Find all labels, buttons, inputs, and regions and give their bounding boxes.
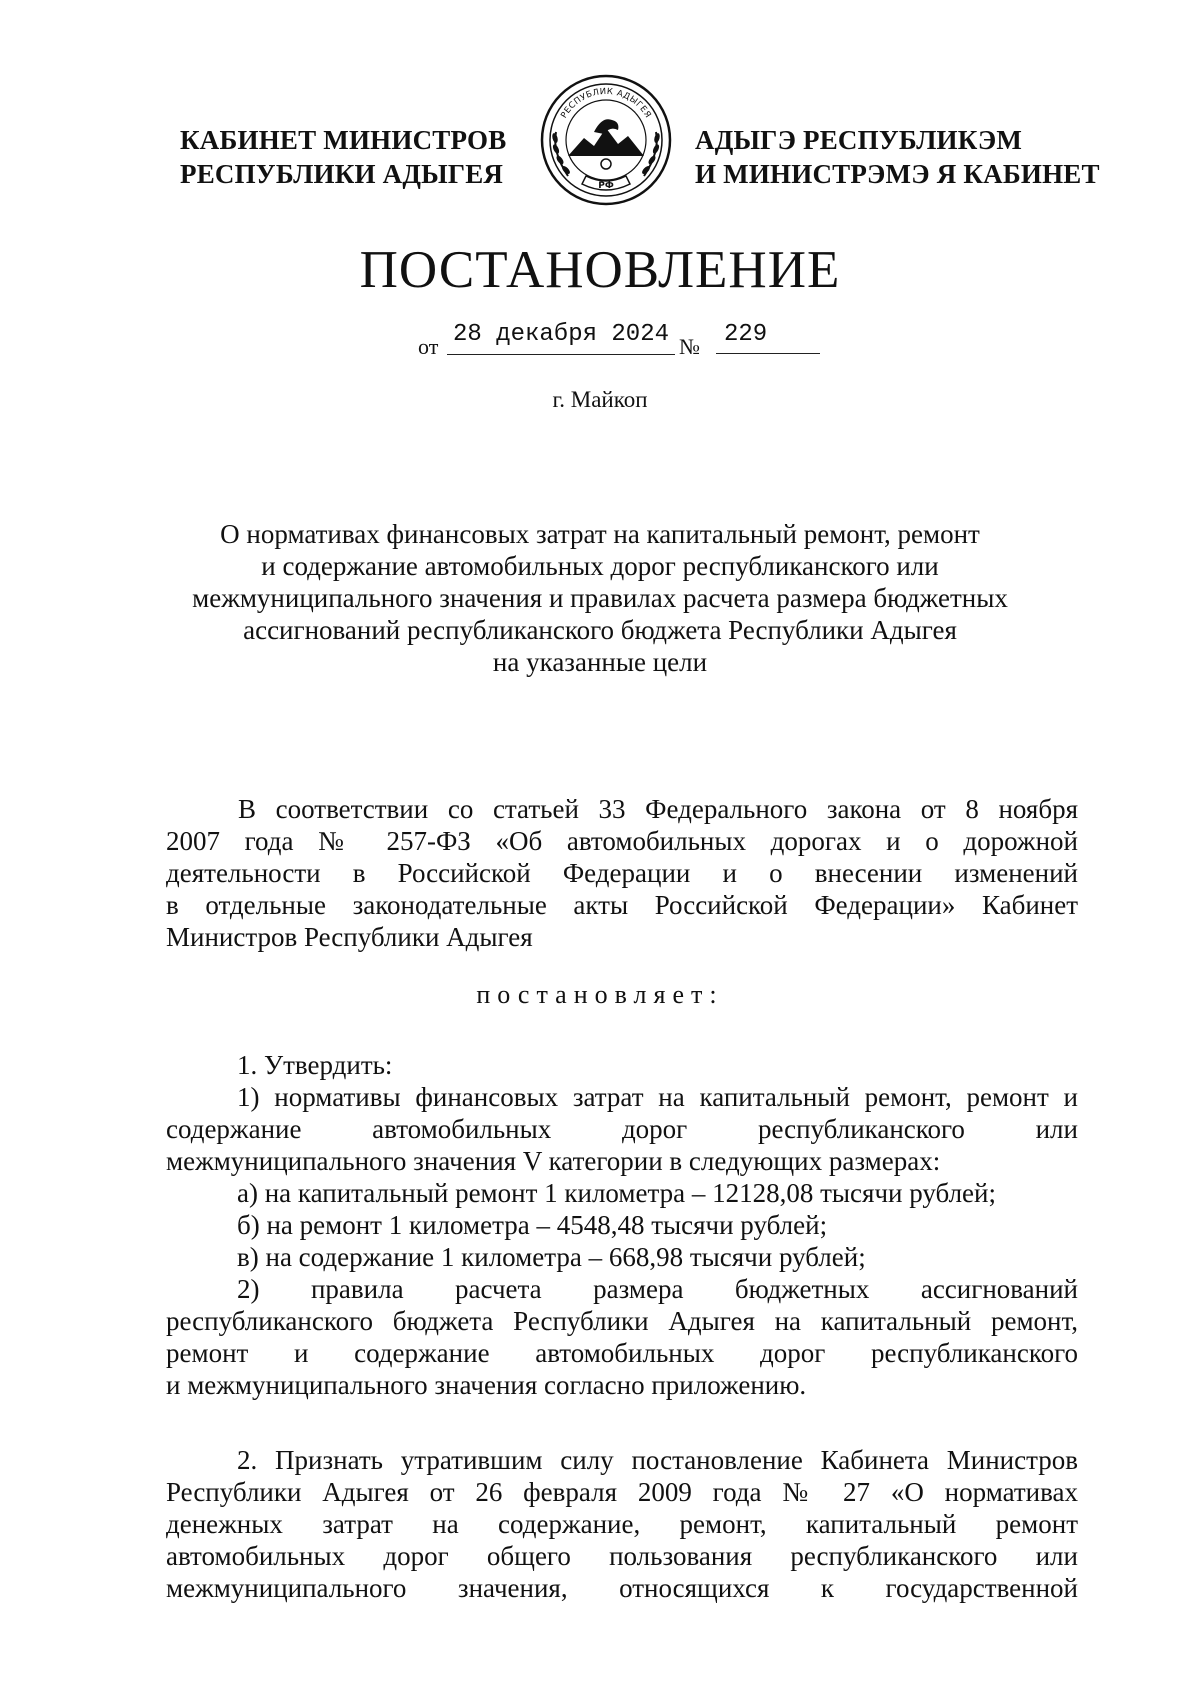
emblem-ring-text: РЕСПУБЛИК АДЫГЕЯ: [559, 86, 653, 121]
dateline: [0, 318, 1200, 364]
emblem-bottom-letters: РФ: [598, 181, 614, 191]
header-left-line-1: КАБИНЕТ МИНИСТРОВ: [180, 125, 507, 155]
date-from-label: от: [418, 334, 439, 359]
clause-1-line: 2) правила расчета размера бюджетных ассигнований: [237, 1274, 1078, 1304]
header-right-adyghe: [695, 123, 1100, 191]
preamble-line: Министров Республики Адыгея: [166, 922, 533, 952]
clause-1-line: ремонт и содержание автомобильных дорог республиканского: [166, 1338, 1078, 1368]
coat-of-arms-emblem: [538, 72, 674, 208]
subject-line: ассигнований республиканского бюджета Республики Адыгея: [243, 615, 957, 645]
header-left-line-2: РЕСПУБЛИКИ АДЫГЕЯ: [180, 159, 504, 189]
clause-1-line: содержание автомобильных дорог республиканского или: [166, 1114, 1078, 1144]
preamble-paragraph: [166, 793, 1078, 953]
clause-1-line: и межмуниципального значения согласно приложению.: [166, 1370, 807, 1400]
preamble-line: деятельности в Российской Федерации и о внесении изменений: [166, 858, 1078, 888]
clause-1-line: в) на содержание 1 километра – 668,98 тысячи рублей;: [237, 1242, 866, 1272]
document-title: ПОСТАНОВЛЕНИЕ: [359, 241, 841, 299]
clause-1-line: б) на ремонт 1 километра – 4548,48 тысячи рублей;: [237, 1210, 828, 1240]
clause-1-line: а) на капитальный ремонт 1 километра – 12128,08 тысячи рублей;: [237, 1178, 996, 1208]
preamble-line: в отдельные законодательные акты Российской Федерации» Кабинет: [166, 890, 1078, 920]
clause-2-line: Республики Адыгея от 26 февраля 2009 года № 27 «О нормативах: [166, 1477, 1078, 1507]
document-subject: [180, 518, 1020, 678]
document-date: 28 декабря 2024: [447, 318, 675, 355]
clause-1-line: 1. Утвердить:: [237, 1050, 393, 1080]
svg-text:РЕСПУБЛИК АДЫГЕЯ: [559, 87, 653, 120]
clause-2: [166, 1444, 1078, 1604]
city: г. Майкоп: [552, 387, 648, 412]
clause-2-line: 2. Признать утратившим силу постановление Кабинета Министров: [237, 1445, 1078, 1475]
preamble-line: В соответствии со статьей 33 Федерального закона от 8 ноября: [238, 794, 1078, 824]
document-number: 229: [716, 318, 820, 354]
clause-1-line: 1) нормативы финансовых затрат на капитальный ремонт, ремонт и: [237, 1082, 1078, 1112]
header-right-line-2: И МИНИСТРЭМЭ Я КАБИНЕТ: [695, 159, 1100, 189]
resolves-word: постановляет:: [476, 980, 724, 1009]
subject-line: и содержание автомобильных дорог республиканского или: [261, 551, 939, 581]
preamble-line: 2007 года № 257-ФЗ «Об автомобильных дорогах и о дорожной: [166, 826, 1078, 856]
clause-2-line: межмуниципального значения, относящихся к государственной: [166, 1573, 1078, 1603]
subject-line: на указанные цели: [492, 647, 708, 677]
number-label: №: [679, 334, 700, 359]
clause-1: [166, 1049, 1078, 1401]
clause-2-line: автомобильных дорог общего пользования республиканского или: [166, 1541, 1078, 1571]
header-right-line-1: АДЫГЭ РЕСПУБЛИКЭМ: [695, 125, 1023, 155]
subject-line: О нормативах финансовых затрат на капитальный ремонт, ремонт: [220, 519, 980, 549]
clause-1-line: межмуниципального значения V категории в следующих размерах:: [166, 1146, 941, 1176]
subject-line: межмуниципального значения и правилах расчета размера бюджетных: [192, 583, 1008, 613]
clause-1-line: республиканского бюджета Республики Адыгея на капитальный ремонт,: [166, 1306, 1078, 1336]
header-left-russian: [180, 123, 506, 191]
clause-2-line: денежных затрат на содержание, ремонт, капитальный ремонт: [166, 1509, 1078, 1539]
